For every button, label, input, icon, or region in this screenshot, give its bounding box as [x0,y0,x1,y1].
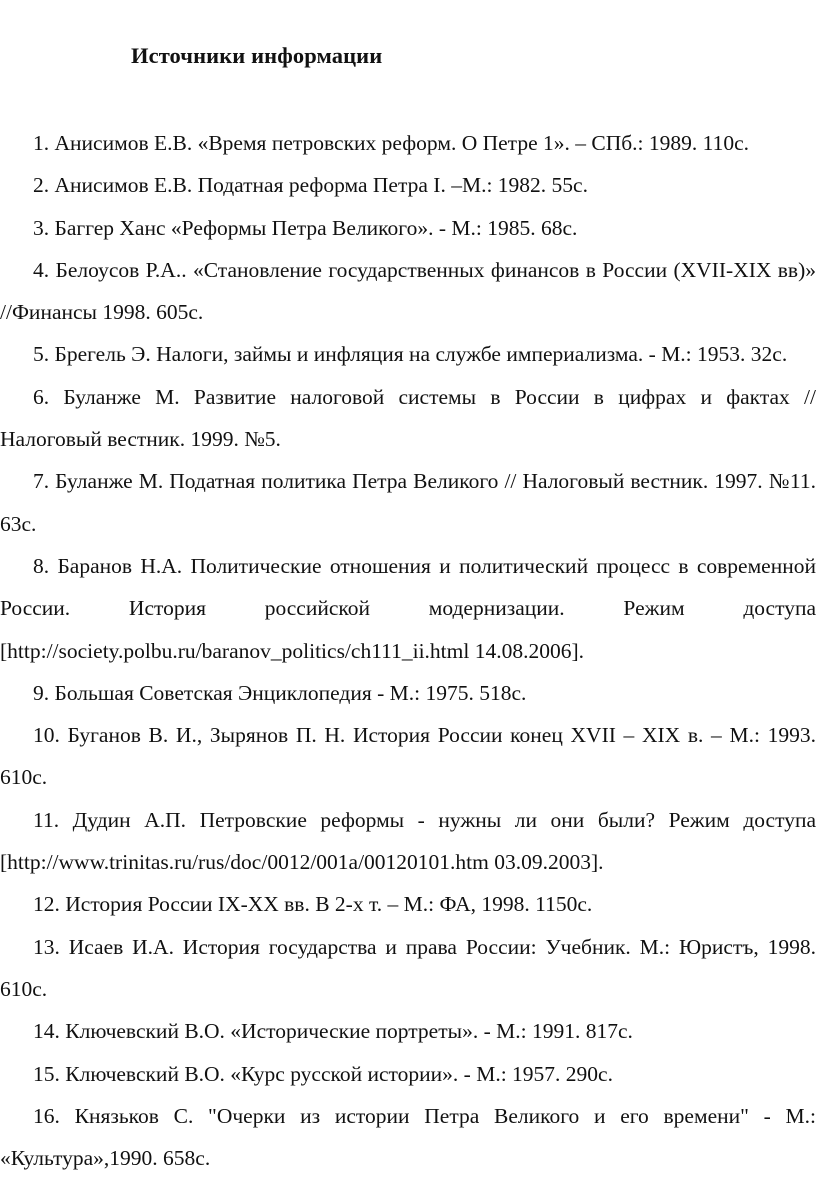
reference-item: 15. Ключевский В.О. «Курс русской истории». - М.: 1957. 290с. [33,1061,613,1086]
reference-item: 4. Белоусов Р.А.. «Становление государственных финансов в России (XVII-XIX вв)» //Финансы 1998. 605с. [0,257,816,325]
page-title: Источники информации [131,43,383,68]
reference-item: 7. Буланже М. Податная политика Петра Великого // Налоговый вестник. 1997. №11. 63с. [0,469,816,536]
reference-item: 1. Анисимов Е.В. «Время петровских реформ. О Петре 1». – СПб.: 1989. 110с. [33,131,750,155]
reference-item: 6. Буланже М. Развитие налоговой системы в России в цифрах и фактах // Налоговый вестник. 1999. №5. [0,384,816,452]
reference-item: 8. Баранов Н.А. Политические отношения и политический процесс в современной России. История российской модернизации. Режим доступа [http://society.polbu.ru/baranov_politics/ch111_ii.html 14.08.2006]. [0,553,816,663]
reference-item: 12. История России IX-XX вв. В 2-х т. – М.: ФА, 1998. 1150с. [33,892,593,917]
reference-item: 10. Буганов В. И., Зырянов П. Н. История России конец XVII – XIX в. – М.: 1993. 610с. [0,723,816,790]
reference-item: 14. Ключевский В.О. «Исторические портреты». - М.: 1991. 817с. [33,1019,633,1044]
reference-item: 16. Князьков С. "Очерки из истории Петра Великого и его времени" - М.: «Культура»,1990. 658с. [0,1103,816,1171]
reference-item: 13. Исаев И.А. История государства и права России: Учебник. М.: Юристъ, 1998. 610с. [0,934,816,1001]
reference-list [0,122,816,1179]
reference-item: 2. Анисимов Е.В. Податная реформа Петра I. –М.: 1982. 55с. [33,173,588,198]
reference-item: 5. Брегель Э. Налоги, займы и инфляция на службе империализма. - М.: 1953. 32с. [33,342,788,367]
reference-item: 3. Баггер Ханс «Реформы Петра Великого». - М.: 1985. 68с. [33,215,578,240]
reference-item: 9. Большая Советская Энциклопедия - М.: 1975. 518с. [33,680,527,705]
reference-item: 11. Дудин А.П. Петровские реформы - нужны ли они были? Режим доступа [http://www.trinitas.ru/rus/doc/0012/001a/00120101.htm 03.09.2003]. [0,807,816,875]
